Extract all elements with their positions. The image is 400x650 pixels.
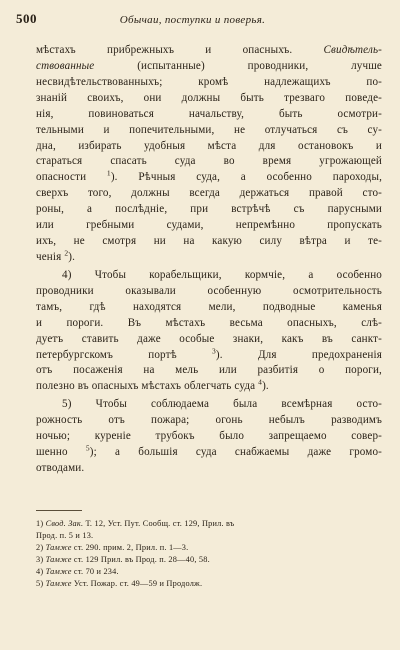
text-run: отъ посаженія на мель или разбитія о пороги, [36, 364, 382, 377]
text-line [36, 300, 382, 316]
footnote [36, 578, 382, 590]
text-run: ). Рѣчныя суда, а особенно пароходы, [110, 171, 382, 184]
text-line [36, 170, 382, 186]
text-line [36, 461, 382, 477]
text-run: проводники оказывали особенную осмотрительность [36, 284, 382, 297]
text-line [36, 107, 382, 123]
text-line [36, 43, 382, 59]
text-line [36, 284, 382, 300]
text-run: шенно [36, 446, 86, 459]
footnote-marker: 5 [85, 443, 90, 453]
italic-text: Свод. Зак. [45, 519, 84, 528]
text-run: и пороги. Въ мѣстахъ весьма опасныхъ, слѣ- [36, 316, 382, 329]
text-run: 3) [36, 555, 46, 565]
text-run: 1) [36, 519, 46, 528]
footnote-line [36, 518, 382, 530]
text-run: тельными и попечительными, не отлучаться съ су- [36, 123, 382, 136]
text-run: ночью; куреніе трубокъ было запрещаемо совер- [36, 430, 382, 443]
footnote-line [36, 542, 382, 554]
text-run: Уст. Пожар. ст. 49—59 и Продолж. [71, 579, 203, 589]
text-run: (испытанные) проводники, лучше [94, 59, 382, 72]
text-line [36, 186, 382, 202]
footnote-marker: 3 [212, 345, 216, 355]
text-line [36, 59, 382, 75]
italic-text: Тамже [45, 579, 72, 589]
text-run: отводами. [36, 461, 85, 474]
text-run: 5) [36, 579, 46, 589]
italic-text: Тамже [45, 543, 72, 553]
text-line [36, 154, 382, 170]
footnote [36, 554, 382, 566]
text-run: ). [262, 380, 269, 393]
text-line [36, 268, 382, 284]
text-run: нія, повиноваться начальству, быть осмотри- [36, 107, 382, 120]
footnote-line [36, 554, 382, 566]
page-header [16, 11, 378, 29]
text-run: знаній своихъ, они должны быть трезваго поведе- [36, 91, 382, 104]
footnote-rule [36, 510, 82, 511]
text-line [36, 345, 382, 364]
footnotes [36, 518, 382, 591]
text-run: ). [68, 250, 75, 263]
italic-text: ствованные [36, 59, 95, 72]
text-line [36, 445, 382, 461]
text-line [36, 91, 382, 107]
running-title: Обычаи, поступки и поверья. [119, 14, 266, 26]
text-run: рожность отъ пожара; огонь небылъ разводимъ [36, 414, 382, 427]
text-run: сверхъ того, должны всегда держаться правой сто- [36, 187, 382, 200]
text-run: Т. 12, Уст. Пут. Сообщ. ст. 129, Прил. въ [83, 519, 235, 528]
footnote-marker: 1 [106, 168, 111, 178]
text-run: опасности [36, 171, 107, 184]
text-line [36, 397, 382, 413]
text-run: несвидѣтельствованныхъ; кромѣ надлежащихъ по- [36, 75, 382, 88]
footnote-marker: 2 [64, 248, 69, 258]
paragraph [36, 268, 382, 395]
text-run: ст. 290. прим. 2, Прил. п. 1—3. [71, 543, 189, 553]
text-run: мѣстахъ прибрежныхъ и опасныхъ. [36, 44, 324, 56]
italic-text: Тамже [45, 555, 72, 565]
text-line [36, 202, 382, 218]
page-number: 500 [16, 11, 37, 26]
text-run: стараться спасать суда во время угрожающей [36, 155, 382, 168]
text-run: 2) [36, 543, 46, 553]
italic-text: Свидѣтель- [323, 44, 382, 56]
text-line [36, 250, 382, 266]
text-run: 5) Чтобы соблюдаема была всемѣрная осто- [62, 398, 382, 411]
footnote-line [36, 578, 382, 590]
text-run: петербургскомъ портѣ [36, 348, 213, 361]
text-run: или гребными судами, непремѣнно пропускать [36, 219, 382, 232]
footnote [36, 566, 382, 578]
text-run: Прод. п. 5 и 13. [36, 531, 94, 541]
text-run: полезно въ опасныхъ мѣстахъ облегчать суда [36, 380, 259, 393]
text-run: ст. 129 Прил. въ Прод. п. 28—40, 58. [71, 555, 210, 565]
text-run: дна, избирать удобныя мѣста для остановокъ и [36, 139, 382, 152]
text-run: ихъ, не смотря ни на какую силу вѣтра и те- [36, 235, 382, 248]
text-run: дуетъ ставить даже особые знаки, какъ въ санкт- [36, 332, 382, 345]
footnote-line [36, 530, 382, 542]
text-run: роны, а послѣдніе, при встрѣчѣ съ парусными [36, 203, 382, 216]
footnote [36, 542, 382, 554]
text-line [36, 316, 382, 332]
text-line [36, 218, 382, 234]
text-run: ст. 70 и 234. [71, 567, 119, 577]
text-line [36, 332, 382, 348]
paragraph [36, 397, 382, 477]
footnote-marker: 4 [258, 377, 263, 387]
text-run: 4) Чтобы корабельщики, кормчіе, а особенно [62, 268, 382, 281]
text-run: тамъ, гдѣ находятся мели, подводные каменья [36, 300, 382, 313]
text-run: 4) [36, 567, 46, 577]
paragraph [36, 43, 382, 266]
text-run: ); а большія суда снабжаемы даже громо- [89, 446, 382, 459]
footnote-line [36, 566, 382, 578]
text-line [36, 379, 382, 395]
text-line [36, 363, 382, 379]
body-text [36, 43, 382, 477]
text-run: ченія [36, 250, 65, 263]
text-line [36, 413, 382, 429]
text-line [36, 75, 382, 91]
text-line [36, 139, 382, 155]
text-line [36, 123, 382, 139]
italic-text: Тамже [45, 567, 72, 577]
text-run: ). Для предохраненія [215, 348, 382, 361]
text-line [36, 234, 382, 250]
footnote [36, 518, 382, 542]
